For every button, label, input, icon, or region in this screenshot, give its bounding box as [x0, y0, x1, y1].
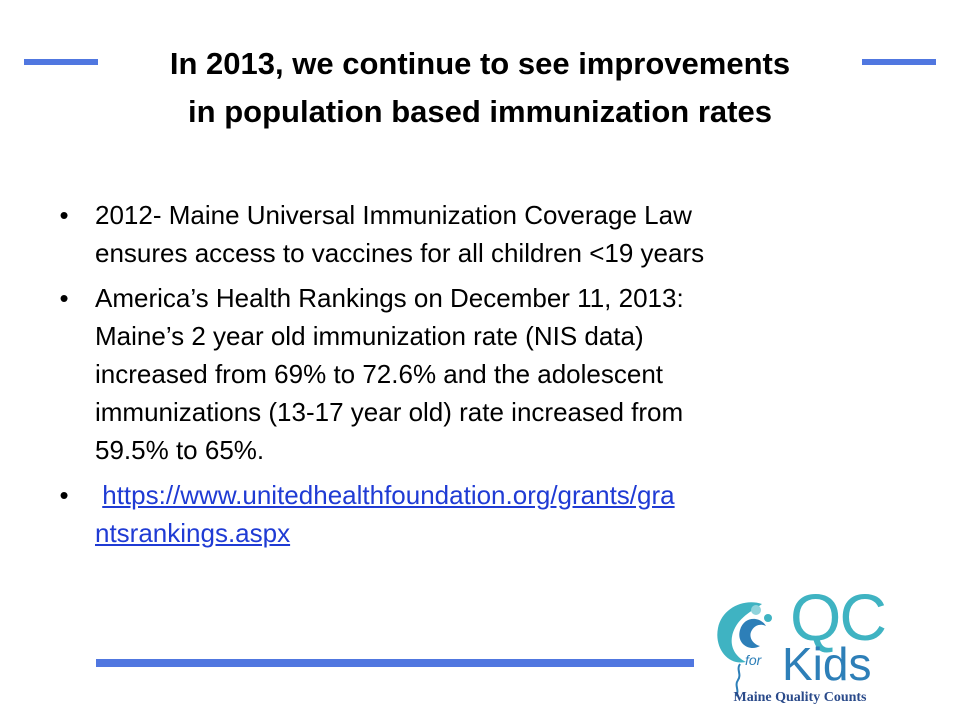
bullet-text-line: ensures access to vaccines for all children <19 years	[95, 238, 705, 268]
title-rule-right	[862, 59, 936, 65]
bullet-item-link	[56, 476, 886, 552]
logo-for-text: for	[745, 652, 762, 668]
logo-qc-text: QC	[790, 580, 885, 654]
bullet-text-line: Maine’s 2 year old immunization rate (NIS data)	[95, 321, 644, 351]
logo-caption: Maine Quality Counts	[733, 690, 867, 705]
bullet-dot-icon: •	[59, 200, 69, 230]
bullet-list	[56, 196, 886, 559]
logo-kids-text: Kids	[782, 638, 872, 690]
logo-swirl-icon	[717, 602, 772, 696]
rankings-link-continued[interactable]: ntsrankings.aspx	[95, 518, 291, 548]
title-rule-left	[24, 59, 98, 65]
slide-title	[96, 40, 864, 136]
title-line-1: In 2013, we continue to see improvements	[169, 46, 791, 81]
bullet-text-line: America’s Health Rankings on December 11, 2013:	[95, 283, 684, 313]
bullet-item-rankings	[56, 279, 886, 469]
bullet-text-line: increased from 69% to 72.6% and the adolescent	[95, 359, 664, 389]
title-line-2: in population based immunization rates	[188, 94, 772, 129]
bullet-text-line: 2012- Maine Universal Immunization Coverage Law	[95, 200, 692, 230]
bottom-rule	[96, 659, 694, 667]
bullet-text-line: 59.5% to 65%.	[95, 435, 265, 465]
bullet-dot-icon: •	[59, 480, 69, 510]
rankings-link[interactable]: https://www.unitedhealthfoundation.org/grants/gra	[102, 480, 675, 510]
bullet-text-line: immunizations (13-17 year old) rate increased from	[95, 397, 684, 427]
bullet-item-law	[56, 196, 886, 272]
bullet-dot-icon: •	[59, 283, 69, 313]
